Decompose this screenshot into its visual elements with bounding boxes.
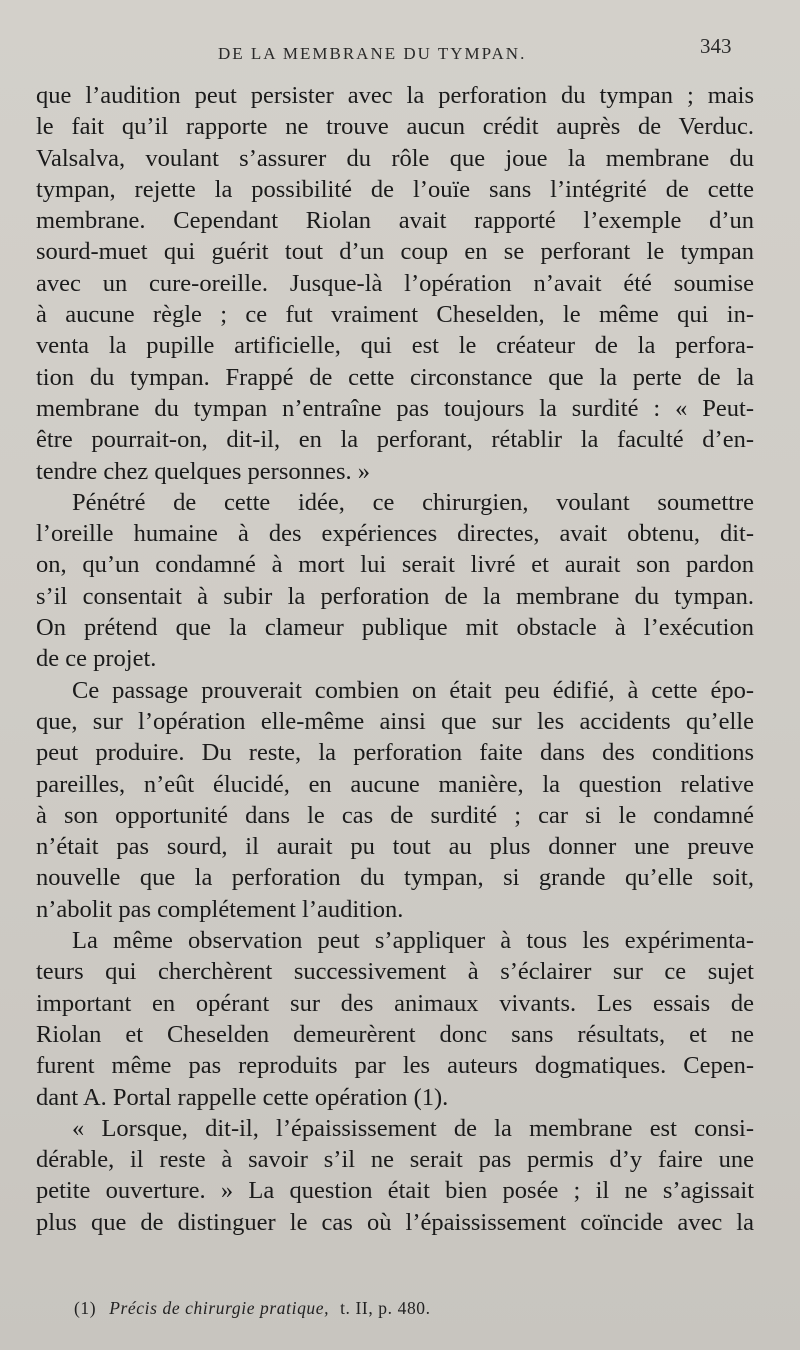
text-line: pareilles, n’eût élucidé, en aucune manière, la question relative [36, 770, 754, 798]
text-line: dant A. Portal rappelle cette opération (1). [36, 1083, 449, 1111]
text-line: La même observation peut s’appliquer à tous les expérimenta- [72, 927, 754, 955]
text-line: Valsalva, voulant s’assurer du rôle que joue la membrane du [36, 144, 754, 172]
text-line: « Lorsque, dit-il, l’épaississement de la membrane est consi- [72, 1114, 754, 1142]
body-text [36, 80, 754, 1238]
running-head [0, 28, 800, 68]
text-line: à aucune règle ; ce fut vraiment Cheselden, le même qui in- [36, 301, 754, 329]
text-line: Pénétré de cette idée, ce chirurgien, voulant soumettre [72, 488, 754, 516]
text-line: que, sur l’opération elle-même ainsi que sur les accidents qu’elle [36, 707, 754, 735]
text-line: avec un cure-oreille. Jusque-là l’opération n’avait été soumise [36, 269, 754, 297]
text-line: teurs qui cherchèrent successivement à s’éclairer sur ce sujet [36, 958, 754, 986]
text-line: tendre chez quelques personnes. » [36, 457, 371, 485]
text-line: furent même pas reproduits par les auteurs dogmatiques. Cepen- [36, 1052, 754, 1080]
text-line: s’il consentait à subir la perforation de la membrane du tympan. [36, 582, 754, 610]
text-line: important en opérant sur des animaux vivants. Les essais de [36, 989, 754, 1017]
text-line: n’était pas sourd, il aurait pu tout au plus donner une preuve [36, 833, 754, 861]
text-line: petite ouverture. » La question était bien posée ; il ne s’agissait [36, 1177, 754, 1205]
footnote-reference: t. II, p. 480. [340, 1298, 431, 1318]
text-line: le fait qu’il rapporte ne trouve aucun crédit auprès de Verduc. [36, 113, 754, 141]
text-line: tion du tympan. Frappé de cette circonstance que la perte de la [36, 363, 754, 391]
running-title: DE LA MEMBRANE DU TYMPAN. [218, 44, 527, 63]
text-line: que l’audition peut persister avec la perforation du tympan ; mais [36, 82, 754, 109]
text-line: l’oreille humaine à des expériences directes, avait obtenu, dit- [36, 520, 754, 548]
text-line: venta la pupille artificielle, qui est le créateur de la perfora- [36, 332, 754, 360]
text-line: Ce passage prouverait combien on était peu édifié, à cette épo- [72, 676, 754, 704]
footnote-marker: (1) [74, 1298, 97, 1318]
text-line: On prétend que la clameur publique mit obstacle à l’exécution [36, 614, 754, 642]
footnote [74, 1298, 431, 1319]
text-line: on, qu’un condamné à mort lui serait livré et aurait son pardon [36, 551, 754, 579]
text-line: membrane. Cependant Riolan avait rapporté l’exemple d’un [36, 207, 754, 235]
text-line: Riolan et Cheselden demeurèrent donc sans résultats, et ne [36, 1020, 754, 1048]
page-number: 343 [700, 34, 732, 58]
footnote-work-title: Précis de chirurgie pratique, [109, 1298, 330, 1318]
text-line: dérable, il reste à savoir s’il ne serait pas permis d’y faire une [36, 1146, 754, 1174]
text-line: peut produire. Du reste, la perforation faite dans des conditions [36, 739, 754, 767]
text-line: sourd-muet qui guérit tout d’un coup en se perforant le tympan [36, 238, 754, 266]
text-line: à son opportunité dans le cas de surdité ; car si le condamné [36, 801, 754, 829]
text-line: plus que de distinguer le cas où l’épaississement coïncide avec la [36, 1208, 754, 1236]
text-line: de ce projet. [36, 645, 157, 673]
text-line: membrane du tympan n’entraîne pas toujours la surdité : « Peut- [36, 394, 754, 422]
text-line: tympan, rejette la possibilité de l’ouïe sans l’intégrité de cette [36, 175, 754, 203]
text-line: nouvelle que la perforation du tympan, si grande qu’elle soit, [36, 864, 754, 892]
text-line: être pourrait-on, dit-il, en la perforant, rétablir la faculté d’en- [36, 426, 754, 454]
text-line: n’abolit pas complétement l’audition. [36, 895, 404, 923]
